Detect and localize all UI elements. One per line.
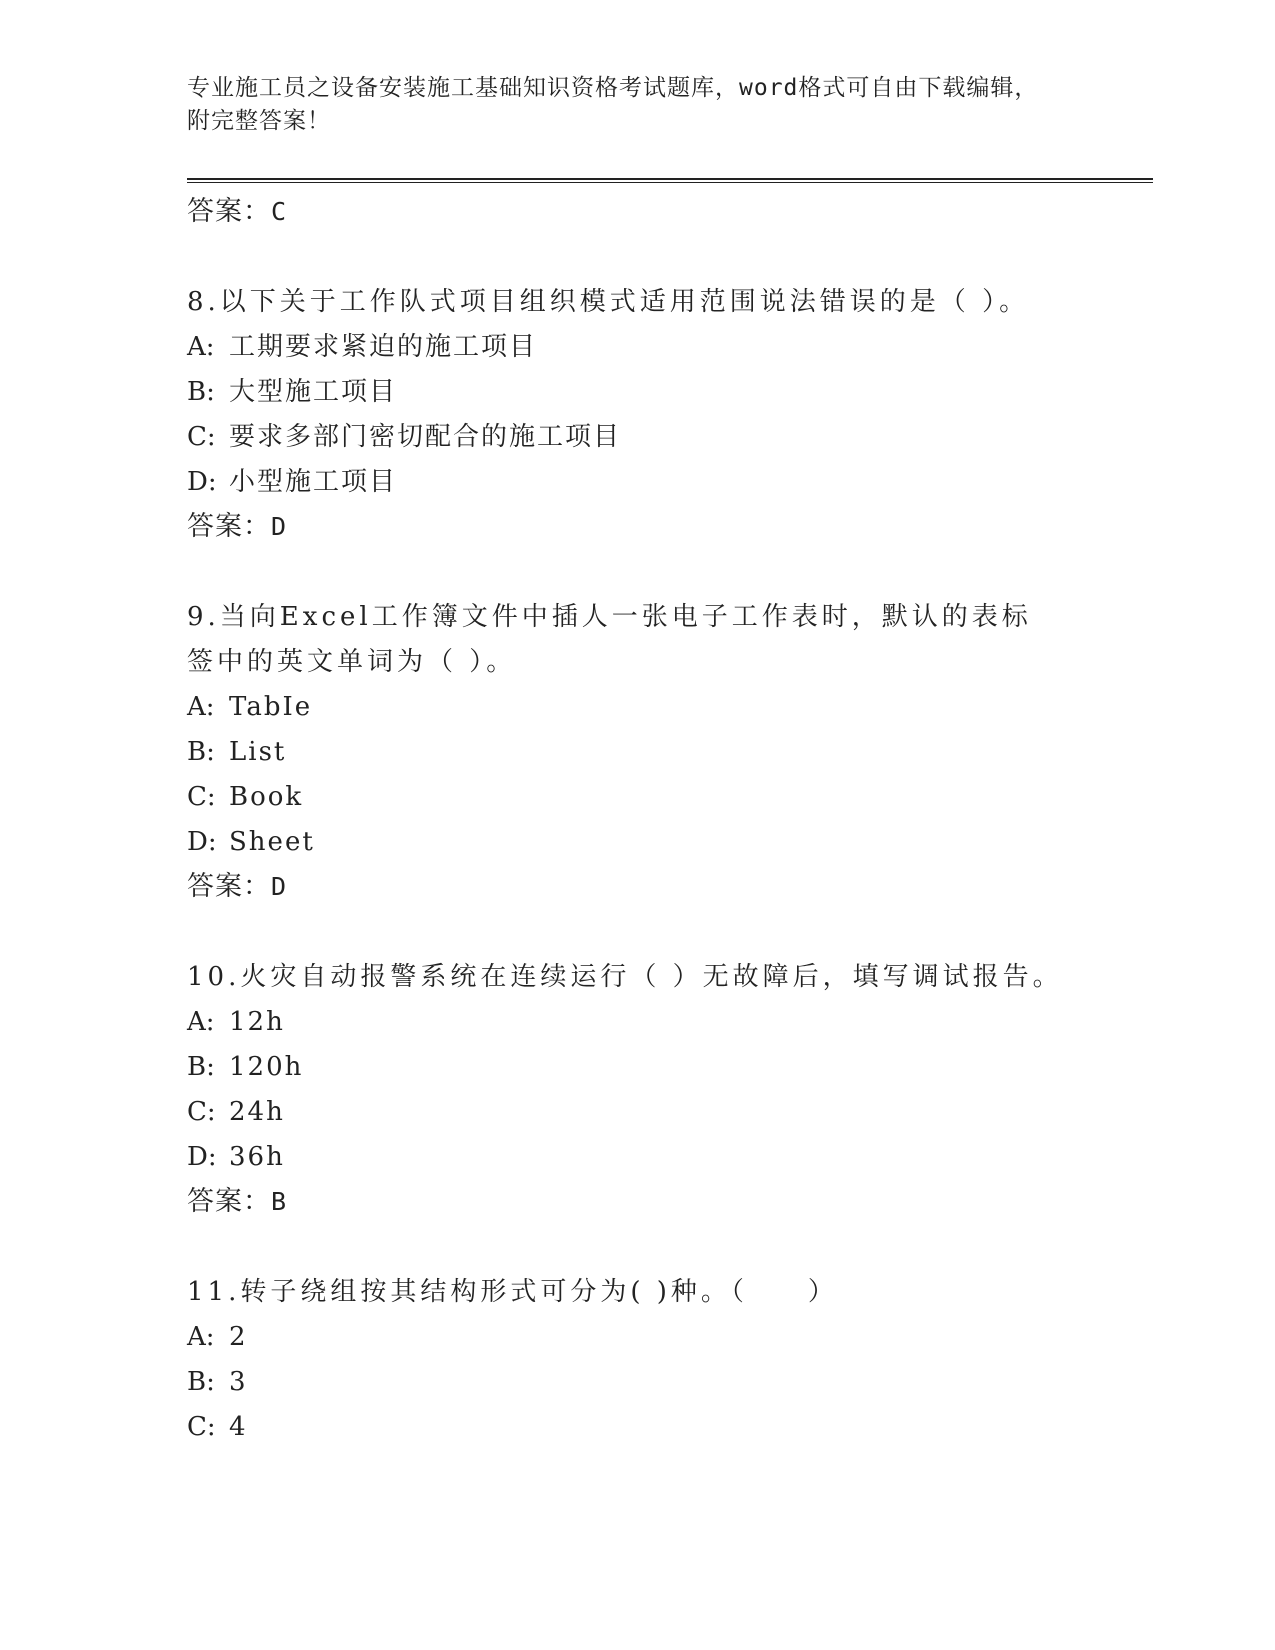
option-text: 大型施工项目	[229, 377, 398, 407]
option-key: C:	[187, 1412, 216, 1442]
question-text: 10.火灾自动报警系统在连续运行（ ）无故障后，填写调试报告。	[187, 962, 1063, 992]
question-text: 9.当向Excel工作簿文件中插人一张电子工作表时，默认的表标签中的英文单词为（ ）。	[187, 602, 1032, 677]
option-c	[187, 415, 1147, 460]
option-key: B:	[187, 1367, 215, 1397]
option-text: Book	[229, 782, 304, 812]
option-key: A:	[187, 1322, 215, 1352]
option-key: D:	[187, 1142, 217, 1172]
option-text: 24h	[229, 1097, 285, 1127]
option-key: B:	[187, 1052, 215, 1082]
option-key: C:	[187, 422, 216, 452]
document-header	[187, 72, 1087, 138]
option-d	[187, 820, 1147, 865]
header-line-1: 专业施工员之设备安装施工基础知识资格考试题库，word格式可自由下载编辑，	[187, 75, 1039, 101]
option-d	[187, 1135, 1147, 1180]
option-key: B:	[187, 377, 215, 407]
option-key: C:	[187, 1097, 216, 1127]
option-key: C:	[187, 782, 216, 812]
question-text: 8.以下关于工作队式项目组织模式适用范围说法错误的是（ ）。	[187, 287, 1030, 317]
answer-line	[187, 190, 1147, 234]
answer-value: C	[271, 197, 288, 226]
option-key: A:	[187, 692, 215, 722]
option-text: List	[229, 737, 287, 767]
answer-label: 答案：	[187, 511, 271, 542]
option-c	[187, 1405, 1147, 1450]
option-key: D:	[187, 827, 217, 857]
option-text: 工期要求紧迫的施工项目	[229, 332, 538, 362]
option-text: 36h	[229, 1142, 285, 1172]
option-c	[187, 775, 1147, 820]
option-text: 12h	[229, 1007, 285, 1037]
option-key: A:	[187, 1007, 215, 1037]
option-text: 3	[229, 1367, 248, 1397]
answer-label: 答案：	[187, 871, 271, 902]
header-divider-thin	[187, 182, 1153, 183]
question-text: 11.转子绕组按其结构形式可分为( )种。（ ）	[187, 1277, 838, 1307]
option-key: B:	[187, 737, 215, 767]
option-text: TabIe	[229, 692, 313, 722]
header-divider-thick	[187, 178, 1153, 180]
option-a	[187, 325, 1147, 370]
answer-line	[187, 505, 1147, 549]
option-a	[187, 1315, 1147, 1360]
header-line-2: 附完整答案！	[187, 108, 331, 134]
question-block	[187, 595, 1147, 909]
option-text: 4	[229, 1412, 248, 1442]
question-block	[187, 280, 1147, 549]
option-b	[187, 730, 1147, 775]
option-b	[187, 1360, 1147, 1405]
question-list	[187, 190, 1147, 1450]
option-a	[187, 685, 1147, 730]
answer-value: D	[271, 512, 288, 541]
option-key: A:	[187, 332, 215, 362]
option-text: 小型施工项目	[229, 467, 398, 497]
option-a	[187, 1000, 1147, 1045]
answer-label: 答案：	[187, 196, 271, 227]
option-text: Sheet	[229, 827, 315, 857]
question-block	[187, 1270, 1147, 1450]
question-block	[187, 955, 1147, 1224]
option-c	[187, 1090, 1147, 1135]
answer-value: B	[271, 1187, 288, 1216]
answer-label: 答案：	[187, 1186, 271, 1217]
answer-line	[187, 865, 1147, 909]
option-text: 120h	[229, 1052, 304, 1082]
option-text: 2	[229, 1322, 248, 1352]
option-text: 要求多部门密切配合的施工项目	[229, 422, 622, 452]
option-b	[187, 1045, 1147, 1090]
option-b	[187, 370, 1147, 415]
answer-value: D	[271, 872, 288, 901]
option-d	[187, 460, 1147, 505]
answer-line	[187, 1180, 1147, 1224]
option-key: D:	[187, 467, 217, 497]
